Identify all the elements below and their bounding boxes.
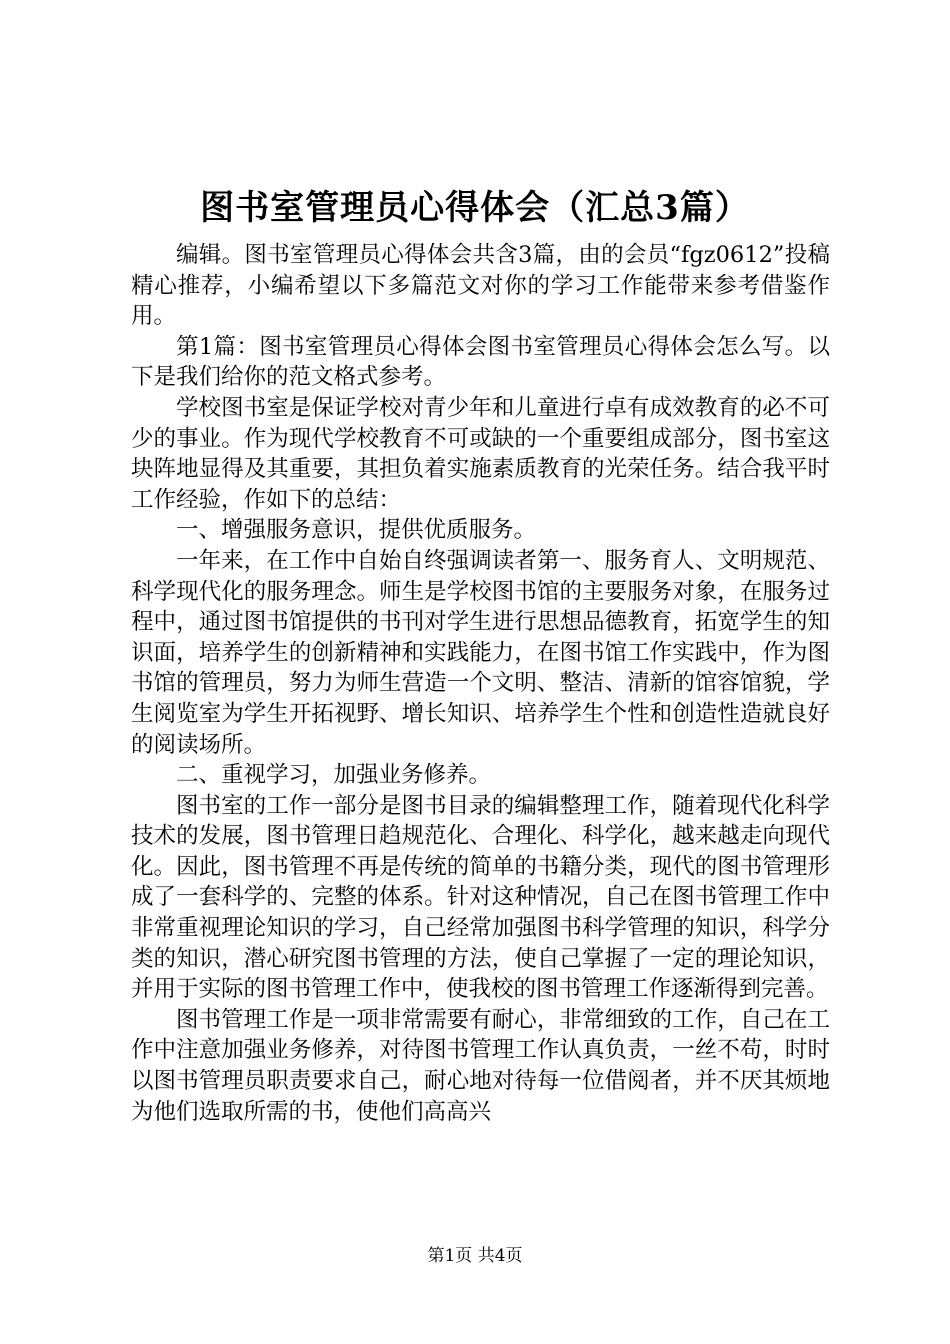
paragraph-cataloging: 图书室的工作一部分是图书目录的编辑整理工作，随着现代化科学技术的发展，图书管理日趋规范化、合理化、科学化，越来越走向现代化。因此，图书管理不再是传统的简单的书籍分类，现代的图书管理形成了一套科学的、完整的体系。针对这种情况，自己在图书管理工作中非常重视理论知识的学习，自己经常加强图书科学管理的知识，科学分类的知识，潜心研究图书管理的方法，使自己掌握了一定的理论知识，并用于实际的图书管理工作中，使我校的图书管理工作逐渐得到完善。 [131,792,830,1003]
paragraph-patience: 图书管理工作是一项非常需要有耐心，非常细致的工作，自己在工作中注意加强业务修养，对待图书管理工作认真负责，一丝不苟，时时以图书管理员职责要求自己，耐心地对待每一位借阅者，并不厌其烦地为他们选取所需的书，使他们高高兴 [131,1006,830,1125]
paragraph-article-1-heading: 第1篇：图书室管理员心得体会图书室管理员心得体会怎么写。以下是我们给你的范文格式参考。 [131,333,830,391]
paragraph-intro: 编辑。图书室管理员心得体会共含3篇，由的会员“fgz0612”投稿精心推荐，小编希望以下多篇范文对你的学习工作能带来参考借鉴作用。 [131,242,830,330]
paragraph-service: 一年来，在工作中自始自终强调读者第一、服务育人、文明规范、科学现代化的服务理念。师生是学校图书馆的主要服务对象，在服务过程中，通过图书馆提供的书刊对学生进行思想品德教育，拓宽学生的知识面，培养学生的创新精神和实践能力，在图书馆工作实践中，作为图书馆的管理员，努力为师生营造一个文明、整洁、清新的馆容馆貌，学生阅览室为学生开拓视野、增长知识、培养学生个性和创造性造就良好的阅读场所。 [131,547,830,758]
paragraph-school-library: 学校图书室是保证学校对青少年和儿童进行卓有成效教育的必不可少的事业。作为现代学校教育不可或缺的一个重要组成部分，图书室这块阵地显得及其重要，其担负着实施素质教育的光荣任务。结合我平时工作经验，作如下的总结： [131,394,830,513]
document-body [131,240,830,1127]
section-heading-study: 二、重视学习，加强业务修养。 [176,762,492,789]
page-number-footer: 第1页 共4页 [427,1246,523,1266]
section-heading-service: 一、增强服务意识，提供优质服务。 [176,517,537,544]
document-title: 图书室管理员心得体会（汇总3篇） [200,188,750,228]
